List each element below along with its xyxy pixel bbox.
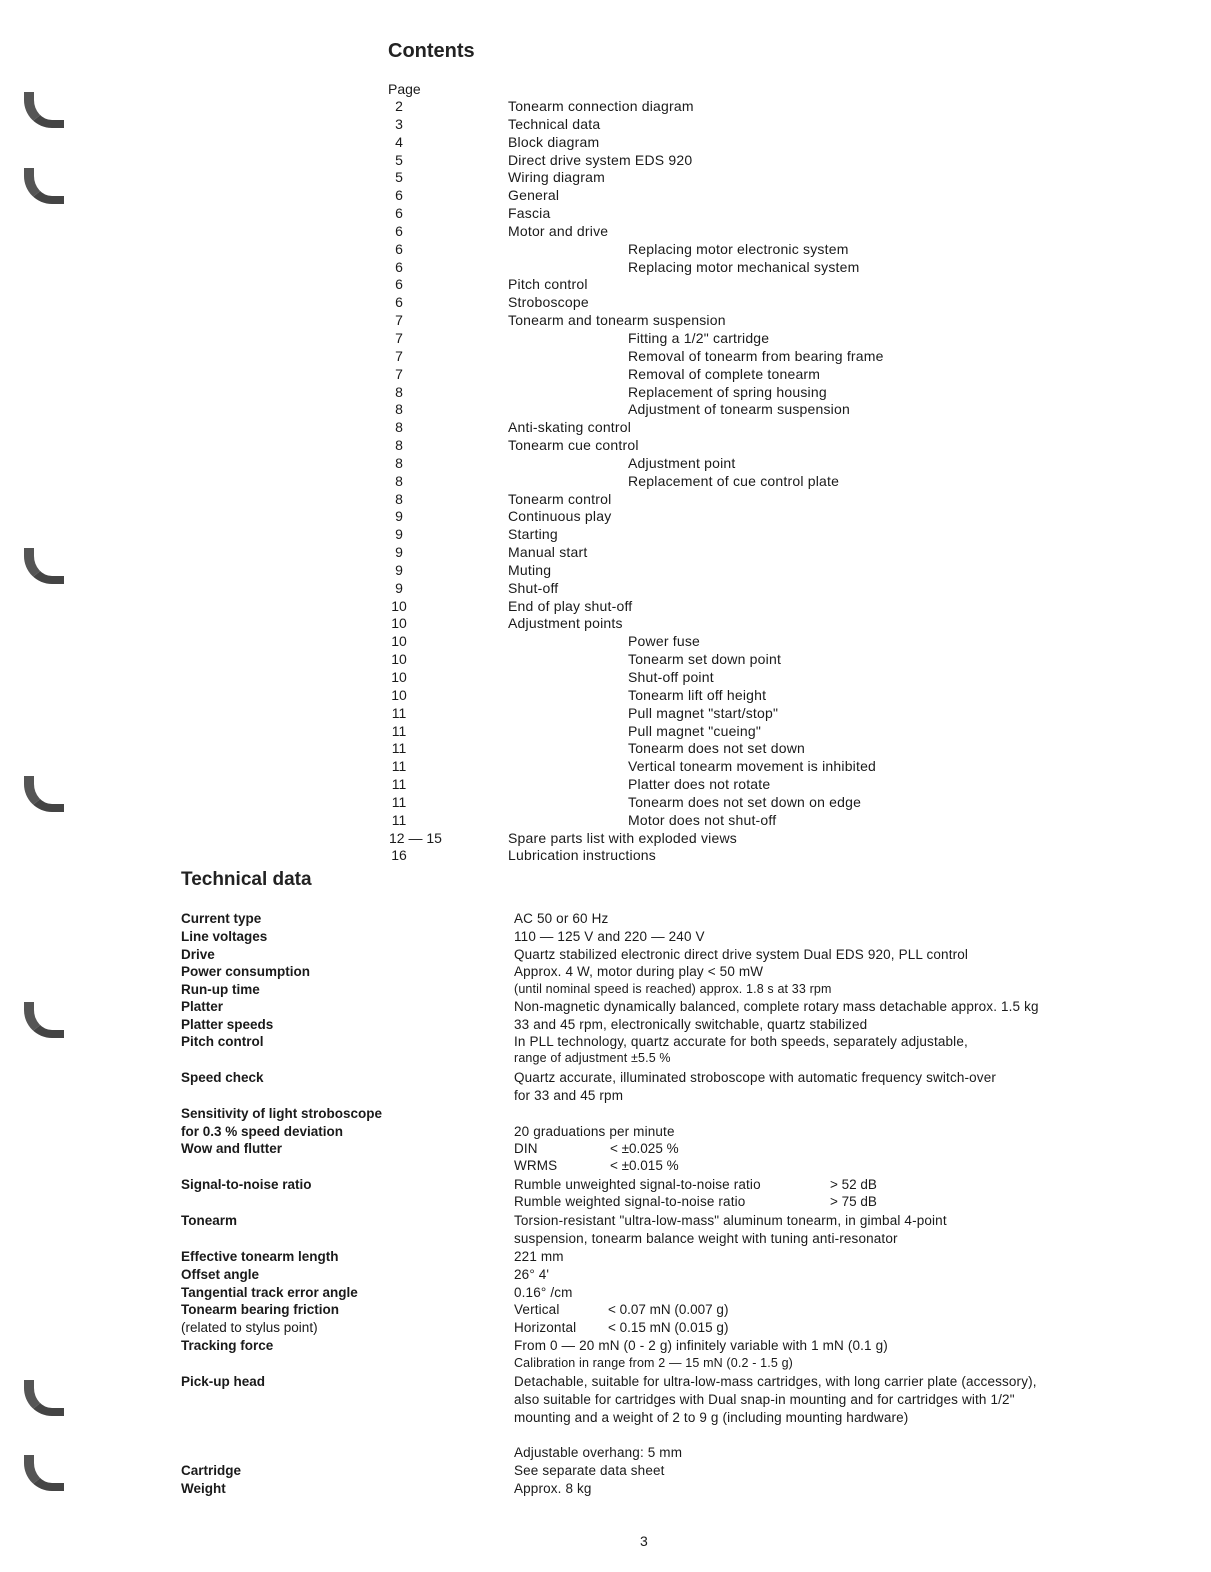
toc-page-number: 9	[395, 544, 403, 561]
toc-entry-title: End of play shut-off	[508, 597, 633, 614]
spec-label: Sensitivity of light stroboscope	[181, 1106, 383, 1121]
page-number: 3	[640, 1533, 648, 1549]
toc-entry	[0, 705, 1211, 723]
toc-page-number: 6	[395, 222, 403, 239]
toc-entry-title: Platter does not rotate	[628, 776, 771, 793]
toc-page-number: 3	[395, 115, 403, 132]
toc-entry-title: Direct drive system EDS 920	[508, 151, 693, 168]
toc-entry-title: Adjustment of tonearm suspension	[628, 401, 850, 418]
toc-page-number: 6	[395, 276, 403, 293]
toc-entry-title: Tonearm connection diagram	[508, 98, 694, 114]
toc-page-number: 7	[395, 329, 403, 346]
spec-sublabel: Vertical	[514, 1302, 560, 1317]
toc-page-number: 6	[395, 294, 403, 311]
spec-sublabel: Rumble unweighted signal-to-noise ratio	[514, 1177, 761, 1192]
spec-value: > 52 dB	[830, 1177, 877, 1192]
toc-page-number: 10	[391, 633, 407, 650]
toc-page-number: 7	[395, 312, 403, 329]
toc-entry	[0, 723, 1211, 741]
spec-sublabel: Rumble weighted signal-to-noise ratio	[514, 1194, 746, 1209]
toc-entry-title: Adjustment points	[508, 615, 623, 632]
spec-label: Power consumption	[181, 964, 311, 979]
toc-page-number: 10	[391, 669, 407, 685]
toc-entry-title: Replacing motor mechanical system	[628, 258, 860, 275]
toc-entry-title: Manual start	[508, 544, 588, 561]
toc-page-number: 11	[391, 776, 407, 793]
toc-entry	[0, 491, 1211, 509]
toc-entry	[0, 508, 1211, 526]
toc-entry	[0, 437, 1211, 455]
toc-entry	[0, 812, 1211, 830]
toc-entry	[0, 419, 1211, 437]
spec-value: See separate data sheet	[514, 1463, 665, 1478]
toc-page-number: 7	[395, 347, 403, 364]
toc-entry-title: Replacement of spring housing	[628, 383, 827, 400]
toc-entry	[0, 794, 1211, 812]
toc-entry-title: Tonearm cue control	[508, 437, 639, 454]
spec-label: Signal-to-noise ratio	[181, 1177, 312, 1192]
spec-value: Quartz accurate, illuminated stroboscope with automatic frequency switch-over	[514, 1070, 997, 1085]
toc-page-number: 2	[395, 98, 403, 114]
toc-entry	[0, 580, 1211, 598]
spec-label: Speed check	[181, 1070, 264, 1085]
toc-entry-title: Removal of complete tonearm	[628, 365, 821, 382]
spec-value: Detachable, suitable for ultra-low-mass cartridges, with long carrier plate (accessory),	[514, 1374, 1037, 1389]
toc-entry-title: Technical data	[508, 115, 601, 132]
toc-page-number: 4	[395, 133, 403, 150]
toc-page-number: 7	[395, 365, 403, 382]
toc-entry	[0, 241, 1211, 259]
toc-entry-title: Pull magnet "cueing"	[628, 722, 762, 739]
spec-value: In PLL technology, quartz accurate for both speeds, separately adjustable,	[514, 1034, 968, 1049]
toc-page-number: 8	[395, 419, 403, 436]
toc-page-number: 10	[391, 597, 407, 614]
toc-entry-title: Lubrication instructions	[508, 847, 656, 864]
toc-entry	[0, 615, 1211, 633]
spec-value: 26° 4'	[514, 1267, 550, 1282]
binder-hole-mark	[24, 1002, 64, 1038]
toc-entry-title: Stroboscope	[508, 294, 589, 311]
spec-label: Wow and flutter	[181, 1141, 282, 1156]
toc-entry-title: Anti-skating control	[508, 419, 632, 436]
toc-entry-title: Motor and drive	[508, 222, 609, 239]
spec-value: Quartz stabilized electronic direct drive system Dual EDS 920, PLL control	[514, 947, 969, 962]
toc-entry	[0, 348, 1211, 366]
toc-page-number: 11	[391, 722, 407, 739]
toc-entry	[0, 562, 1211, 580]
spec-value: 20 graduations per minute	[514, 1124, 675, 1139]
toc-entry	[0, 740, 1211, 758]
toc-entry	[0, 259, 1211, 277]
toc-page-number: 9	[395, 526, 403, 543]
spec-value: suspension, tonearm balance weight with tuning anti-resonator	[514, 1231, 898, 1246]
spec-value: mounting and a weight of 2 to 9 g (including mounting hardware)	[514, 1410, 909, 1425]
toc-page-number: 8	[395, 401, 403, 418]
spec-value: Approx. 4 W, motor during play < 50 mW	[514, 964, 764, 979]
toc-entry	[0, 152, 1211, 170]
toc-entry	[0, 687, 1211, 705]
spec-value: also suitable for cartridges with Dual snap-in mounting and for cartridges with 1/2"	[514, 1392, 1015, 1407]
spec-label: Tonearm	[181, 1213, 238, 1228]
toc-entry	[0, 544, 1211, 562]
toc-entry-title: Spare parts list with exploded views	[508, 829, 737, 846]
toc-entry	[0, 669, 1211, 687]
toc-page-number: 11	[391, 704, 407, 721]
spec-sublabel: WRMS	[514, 1158, 558, 1173]
spec-label: Cartridge	[181, 1463, 242, 1478]
toc-entry-title: Starting	[508, 526, 558, 543]
spec-label: Tangential track error angle	[181, 1285, 358, 1300]
toc-entry-title: Power fuse	[628, 633, 701, 650]
toc-entry	[0, 633, 1211, 651]
toc-entry-title: Wiring diagram	[508, 169, 605, 186]
toc-page-number: 16	[391, 847, 407, 864]
toc-entry-title: Replacement of cue control plate	[628, 472, 840, 489]
toc-page-number: 8	[395, 437, 403, 454]
toc-entry	[0, 223, 1211, 241]
toc-page-number: 10	[391, 651, 407, 668]
toc-entry	[0, 401, 1211, 419]
toc-entry	[0, 598, 1211, 616]
toc-entry-title: Tonearm does not set down	[628, 740, 805, 757]
spec-value: Non-magnetic dynamically balanced, complete rotary mass detachable approx. 1.5 kg	[514, 999, 1039, 1014]
spec-label: Current type	[181, 911, 262, 926]
spec-value: 0.16° /cm	[514, 1285, 573, 1300]
spec-value: 221 mm	[514, 1249, 564, 1264]
spec-value: AC 50 or 60 Hz	[514, 911, 609, 926]
spec-label: Pick-up head	[181, 1374, 266, 1389]
toc-entry-title: Tonearm control	[508, 490, 612, 507]
toc-page-number: 9	[395, 508, 403, 525]
toc-entry	[0, 330, 1211, 348]
spec-label: Run-up time	[181, 982, 260, 997]
toc-entry-title: Adjustment point	[628, 454, 736, 471]
spec-label: Pitch control	[181, 1034, 264, 1049]
toc-page-number: 9	[395, 561, 403, 578]
spec-label: for 0.3 % speed deviation	[181, 1124, 344, 1139]
toc-entry-title: Fitting a 1/2" cartridge	[628, 329, 770, 346]
spec-value: From 0 — 20 mN (0 - 2 g) infinitely variable with 1 mN (0.1 g)	[514, 1338, 888, 1353]
spec-label: Platter speeds	[181, 1017, 274, 1032]
spec-value: < ±0.025 %	[610, 1141, 679, 1156]
toc-page-number: 11	[391, 740, 407, 757]
toc-page-number: 5	[395, 169, 403, 186]
spec-label: Offset angle	[181, 1267, 260, 1282]
toc-page-number: 8	[395, 454, 403, 471]
toc-entry	[0, 205, 1211, 223]
spec-value: Calibration in range from 2 — 15 mN (0.2 - 1.5 g)	[514, 1356, 793, 1370]
toc-entry-title: Tonearm set down point	[628, 651, 782, 668]
page-column-label: Page	[388, 81, 421, 97]
toc-entry	[0, 134, 1211, 152]
toc-entry	[0, 187, 1211, 205]
toc-entry	[0, 384, 1211, 402]
toc-entry	[0, 98, 1211, 116]
toc-entry	[0, 526, 1211, 544]
binder-hole-mark	[24, 1380, 64, 1416]
spec-value: Approx. 8 kg	[514, 1481, 592, 1496]
toc-entry-title: Muting	[508, 561, 552, 578]
toc-page-number: 11	[391, 811, 407, 828]
toc-entry	[0, 455, 1211, 473]
toc-entry	[0, 276, 1211, 294]
binder-hole-mark	[24, 1455, 64, 1491]
toc-entry	[0, 776, 1211, 794]
spec-value: 33 and 45 rpm, electronically switchable, quartz stabilized	[514, 1017, 868, 1032]
toc-page-number: 11	[391, 793, 407, 810]
contents-title: Contents	[388, 40, 475, 62]
spec-value: 110 — 125 V and 220 — 240 V	[514, 929, 705, 944]
spec-value: > 75 dB	[830, 1194, 877, 1209]
toc-entry-title: Continuous play	[508, 508, 612, 525]
spec-label: Tracking force	[181, 1338, 274, 1353]
toc-page-number: 9	[395, 579, 403, 596]
spec-value: (until nominal speed is reached) approx. 1.8 s at 33 rpm	[514, 982, 832, 996]
spec-label: Platter	[181, 999, 224, 1014]
spec-value: range of adjustment ±5.5 %	[514, 1051, 671, 1065]
spec-label: (related to stylus point)	[181, 1320, 318, 1335]
spec-label: Line voltages	[181, 929, 268, 944]
toc-page-number: 5	[395, 151, 403, 168]
toc-page-number: 11	[391, 758, 407, 775]
toc-entry	[0, 366, 1211, 384]
toc-entry	[0, 294, 1211, 312]
toc-entry-title: Tonearm lift off height	[628, 686, 767, 703]
spec-label: Tonearm bearing friction	[181, 1302, 340, 1317]
spec-sublabel: Horizontal	[514, 1320, 577, 1335]
spec-value: < ±0.015 %	[610, 1158, 679, 1173]
spec-value: Torsion-resistant "ultra-low-mass" aluminum tonearm, in gimbal 4-point	[514, 1213, 947, 1228]
toc-page-number: 6	[395, 258, 403, 275]
toc-entry-title: Vertical tonearm movement is inhibited	[628, 758, 877, 775]
toc-entry-title: Tonearm and tonearm suspension	[508, 312, 726, 329]
toc-page-number: 6	[395, 205, 403, 222]
toc-entry-title: Fascia	[508, 205, 551, 222]
spec-label: Drive	[181, 947, 215, 962]
toc-entry	[0, 312, 1211, 330]
toc-entry	[0, 116, 1211, 134]
toc-entry-title: Shut-off point	[628, 669, 714, 685]
toc-entry-title: Pitch control	[508, 276, 588, 293]
spec-value: < 0.07 mN (0.007 g)	[608, 1302, 729, 1317]
toc-entry	[0, 473, 1211, 491]
toc-entry-title: Pull magnet "start/stop"	[628, 704, 779, 721]
toc-entry-title: Block diagram	[508, 133, 600, 150]
toc-entry	[0, 830, 1211, 848]
toc-page-number: 8	[395, 490, 403, 507]
spec-value: < 0.15 mN (0.015 g)	[608, 1320, 729, 1335]
table-of-contents	[0, 98, 1211, 865]
toc-entry-title: Shut-off	[508, 579, 559, 596]
toc-entry-title: Tonearm does not set down on edge	[628, 793, 862, 810]
toc-page-number: 6	[395, 187, 403, 204]
spec-label: Effective tonearm length	[181, 1249, 339, 1264]
toc-page-number: 8	[395, 383, 403, 400]
spec-sublabel: DIN	[514, 1141, 538, 1156]
toc-entry	[0, 758, 1211, 776]
toc-page-number: 10	[391, 686, 407, 703]
toc-page-number: 10	[391, 615, 407, 632]
toc-entry	[0, 169, 1211, 187]
spec-value: Adjustable overhang: 5 mm	[514, 1445, 683, 1460]
spec-label: Weight	[181, 1481, 226, 1496]
toc-entry	[0, 847, 1211, 865]
toc-page-number: 12 — 15	[389, 829, 442, 846]
toc-entry-title: Removal of tonearm from bearing frame	[628, 347, 884, 364]
toc-page-number: 8	[395, 472, 403, 489]
toc-entry-title: Replacing motor electronic system	[628, 240, 849, 257]
spec-value: for 33 and 45 rpm	[514, 1088, 624, 1103]
toc-entry	[0, 651, 1211, 669]
toc-entry-title: General	[508, 187, 560, 204]
technical-data-title: Technical data	[181, 869, 312, 890]
toc-entry-title: Motor does not shut-off	[628, 811, 777, 828]
toc-page-number: 6	[395, 240, 403, 257]
